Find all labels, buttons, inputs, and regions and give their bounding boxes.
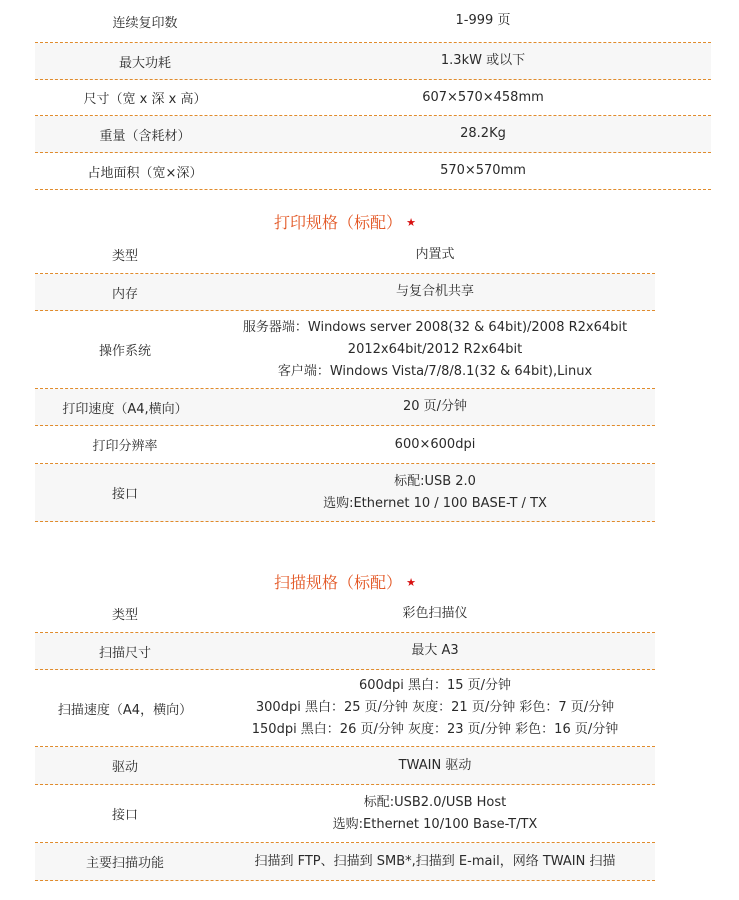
spec-label: 操作系统: [98, 344, 151, 359]
table-row: [35, 595, 655, 633]
spec-label: 类型: [111, 249, 138, 264]
spec-value: TWAIN 驱动: [398, 757, 472, 773]
table-row: [35, 236, 655, 274]
star-icon: ★: [406, 576, 416, 589]
spec-value: 内置式: [415, 246, 455, 262]
spec-label: 扫描速度（A4，横向）: [57, 702, 193, 718]
print-section-title: 打印规格（标配） ★: [274, 213, 416, 232]
spec-value: 600×600dpi: [394, 436, 476, 452]
spec-value: 28.2Kg: [460, 126, 506, 141]
spec-label: 最大功耗: [118, 55, 171, 71]
spec-label: 占地面积（宽×深）: [87, 165, 203, 181]
spec-value: 570×570mm: [440, 163, 526, 178]
table-row: [35, 311, 655, 389]
spec-value: 1-999 页: [455, 13, 511, 28]
spec-value: 最大 A3: [411, 643, 459, 658]
spec-value: 600dpi 黑白：15 页/分钟 300dpi 黑白：25 页/分钟 灰度：21 页/分钟 彩色：7 页/分钟 150dpi 黑白：26 页/分钟 灰度：23 页/分钟 彩色：16 页/分钟: [251, 678, 619, 737]
spec-label: 连续复印数: [112, 15, 178, 31]
spec-value: 彩色扫描仪: [402, 605, 468, 621]
spec-value: 与复合机共享: [395, 284, 474, 299]
spec-value: 服务器端：Windows server 2008(32 & 64bit)/2008 R2x64bit 2012x64bit/2012 R2x64bit 客户端：Windows Vista/7/8/8.1(32 & 64bit),Linux: [242, 319, 628, 379]
spec-label: 重量（含耗材）: [99, 128, 191, 144]
spec-value: 20 页/分钟: [402, 399, 468, 414]
spec-label: 主要扫描功能: [85, 856, 164, 871]
star-icon: ★: [406, 216, 416, 229]
table-row: [35, 426, 655, 464]
spec-value: 标配:USB 2.0 选购:Ethernet 10 / 100 BASE-T / TX: [323, 473, 547, 511]
scan-section-title: 扫描规格（标配） ★: [274, 573, 416, 592]
table-row: [35, 633, 655, 670]
table-row: [35, 43, 711, 80]
table-row: [35, 116, 711, 153]
spec-label: 尺寸（宽 x 深 x 高）: [83, 92, 207, 107]
spec-label: 扫描尺寸: [98, 645, 151, 661]
spec-value: 扫描到 FTP、扫描到 SMB*,扫描到 E-mail，网络 TWAIN 扫描: [254, 853, 616, 869]
table-row: [35, 80, 711, 116]
spec-label: 打印分辨率: [92, 439, 158, 454]
table-row: [35, 670, 655, 747]
spec-label: 内存: [111, 286, 138, 302]
spec-label: 驱动: [111, 760, 138, 775]
table-row: [35, 389, 655, 426]
spec-label: 接口: [111, 808, 138, 823]
table-row: [35, 785, 655, 843]
table-row: [35, 464, 655, 522]
spec-value: 标配:USB2.0/USB Host 选购:Ethernet 10/100 Base-T/TX: [332, 794, 538, 832]
spec-label: 类型: [111, 608, 138, 623]
spec-value: 607×570×458mm: [422, 89, 544, 105]
spec-value: 1.3kW 或以下: [440, 53, 526, 68]
table-row: [35, 747, 655, 785]
table-row: [35, 274, 655, 311]
spec-label: 接口: [111, 487, 138, 502]
table-row: [35, 0, 711, 43]
table-row: [35, 843, 655, 881]
table-row: [35, 153, 711, 190]
spec-label: 打印速度（A4,横向）: [62, 401, 188, 417]
